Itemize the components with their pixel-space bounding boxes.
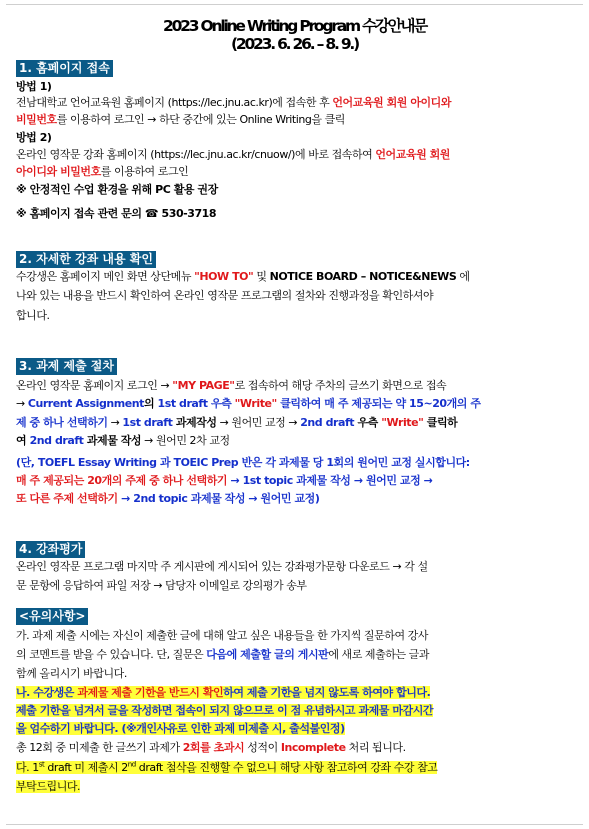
- cautions-heading: <유의사항>: [16, 608, 88, 625]
- submission-line2: → Current Assignment의 1st draft 우측 "Write" 클릭하여 매 주 제공되는 약 15~20개의 주: [16, 397, 481, 410]
- method1-label: 방법 1): [16, 80, 52, 93]
- caution-na-line3: 을 엄수하기 바랍니다. (※개인사유로 인한 과제 미제출 시, 출석불인정): [16, 722, 345, 735]
- submission-line3: 제 중 하나 선택하기 → 1st draft 과제작성 → 원어민 교정 → 2nd draft 우측 "Write" 클릭하: [16, 416, 458, 429]
- caution-na-line1: 나. 수강생은 과제물 제출 기한을 반드시 확인하여 제출 기한을 넘지 않도록 하여야 합니다.: [16, 686, 431, 699]
- method1-line2: 비밀번호를 이용하여 로그인 → 하단 중간에 있는 Online Writing을 클릭: [16, 113, 345, 126]
- evaluation-line1: 온라인 영작문 프로그램 마지막 주 게시판에 게시되어 있는 강좌평가문항 다운로드 → 각 설: [16, 560, 428, 573]
- page-title: 2023 Online Writing Program 수강안내문: [162, 17, 426, 35]
- caution-da-line1: 다. 1st draft 미 제출시 2nd draft 첨삭을 진행할 수 없으니 해당 사항 참고하여 강좌 수강 참고: [16, 760, 438, 774]
- method1-line1: 전남대학교 언어교육원 홈페이지 (https://lec.jnu.ac.kr)에 접속한 후 언어교육원 회원 아이디와: [16, 96, 452, 109]
- course-details-line2: 나와 있는 내용을 반드시 확인하여 온라인 영작문 프로그램의 절차와 진행과정을 확인하셔야: [16, 289, 434, 302]
- caution-ga-line2: 의 코멘트를 받을 수 있습니다. 단, 질문은 다음에 제출할 글의 게시판에 새로 제출하는 글과: [16, 648, 430, 661]
- submission-line4: 여 2nd draft 과제물 작성 → 원어민 2차 교정: [16, 434, 230, 447]
- course-details-line3: 합니다.: [16, 309, 50, 322]
- caution-na-line2: 제출 기한을 넘겨서 글을 작성하면 접속이 되지 않으므로 이 점 유념하시고 과제물 마감시간: [16, 704, 434, 717]
- submission-line5: (단, TOEFL Essay Writing 과 TOEIC Prep 반은 각 과제물 당 1회의 원어민 교정 실시합니다:: [16, 456, 470, 469]
- submission-line6: 매 주 제공되는 20개의 주제 중 하나 선택하기 → 1st topic 과제물 작성 → 원어민 교정 →: [16, 474, 433, 487]
- submission-line1: 온라인 영작문 홈페이지 로그인 → "MY PAGE"로 접속하여 해당 주차의 글쓰기 화면으로 접속: [16, 379, 447, 392]
- section-heading-submission-steps: 3. 과제 제출 절차: [16, 358, 117, 375]
- caution-da-line2: 부탁드립니다.: [16, 780, 81, 793]
- bottom-divider: [6, 824, 583, 825]
- method2-line2: 아이디와 비밀번호를 이용하여 로그인: [16, 165, 189, 178]
- program-period: (2023. 6. 26. – 8. 9.): [230, 35, 358, 53]
- top-divider: [6, 4, 583, 5]
- section-heading-course-details: 2. 자세한 강좌 내용 확인: [16, 251, 156, 268]
- section-heading-homepage-access: 1. 홈페이지 접속: [16, 60, 113, 77]
- caution-na-line4: 총 12회 중 미제출 한 글쓰기 과제가 2회를 초과시 성적이 Incomplete 처리 됩니다.: [16, 741, 406, 754]
- caution-ga-line3: 함께 올리시기 바랍니다.: [16, 667, 127, 680]
- caution-ga-line1: 가. 과제 제출 시에는 자신이 제출한 글에 대해 알고 싶은 내용들을 한 가지씩 질문하여 강사: [16, 629, 429, 642]
- evaluation-line2: 문 문항에 응답하여 파일 저장 → 담당자 이메일로 강의평가 송부: [16, 579, 307, 592]
- method2-line1: 온라인 영작문 강좌 홈페이지 (https://lec.jnu.ac.kr/cnuow/)에 바로 접속하여 언어교육원 회원: [16, 148, 450, 161]
- submission-line7: 또 다른 주제 선택하기 → 2nd topic 과제물 작성 → 원어민 교정): [16, 492, 320, 505]
- contact-note: ※ 홈페이지 접속 관련 문의 ☎ 530-3718: [16, 207, 217, 220]
- course-details-line1: 수강생은 홈페이지 메인 화면 상단메뉴 "HOW TO" 및 NOTICE BOARD – NOTICE&NEWS 에: [16, 270, 470, 283]
- method2-label: 방법 2): [16, 131, 52, 144]
- section-heading-course-evaluation: 4. 강좌평가: [16, 541, 85, 558]
- pc-recommend-note: ※ 안정적인 수업 환경을 위해 PC 활용 권장: [16, 183, 218, 196]
